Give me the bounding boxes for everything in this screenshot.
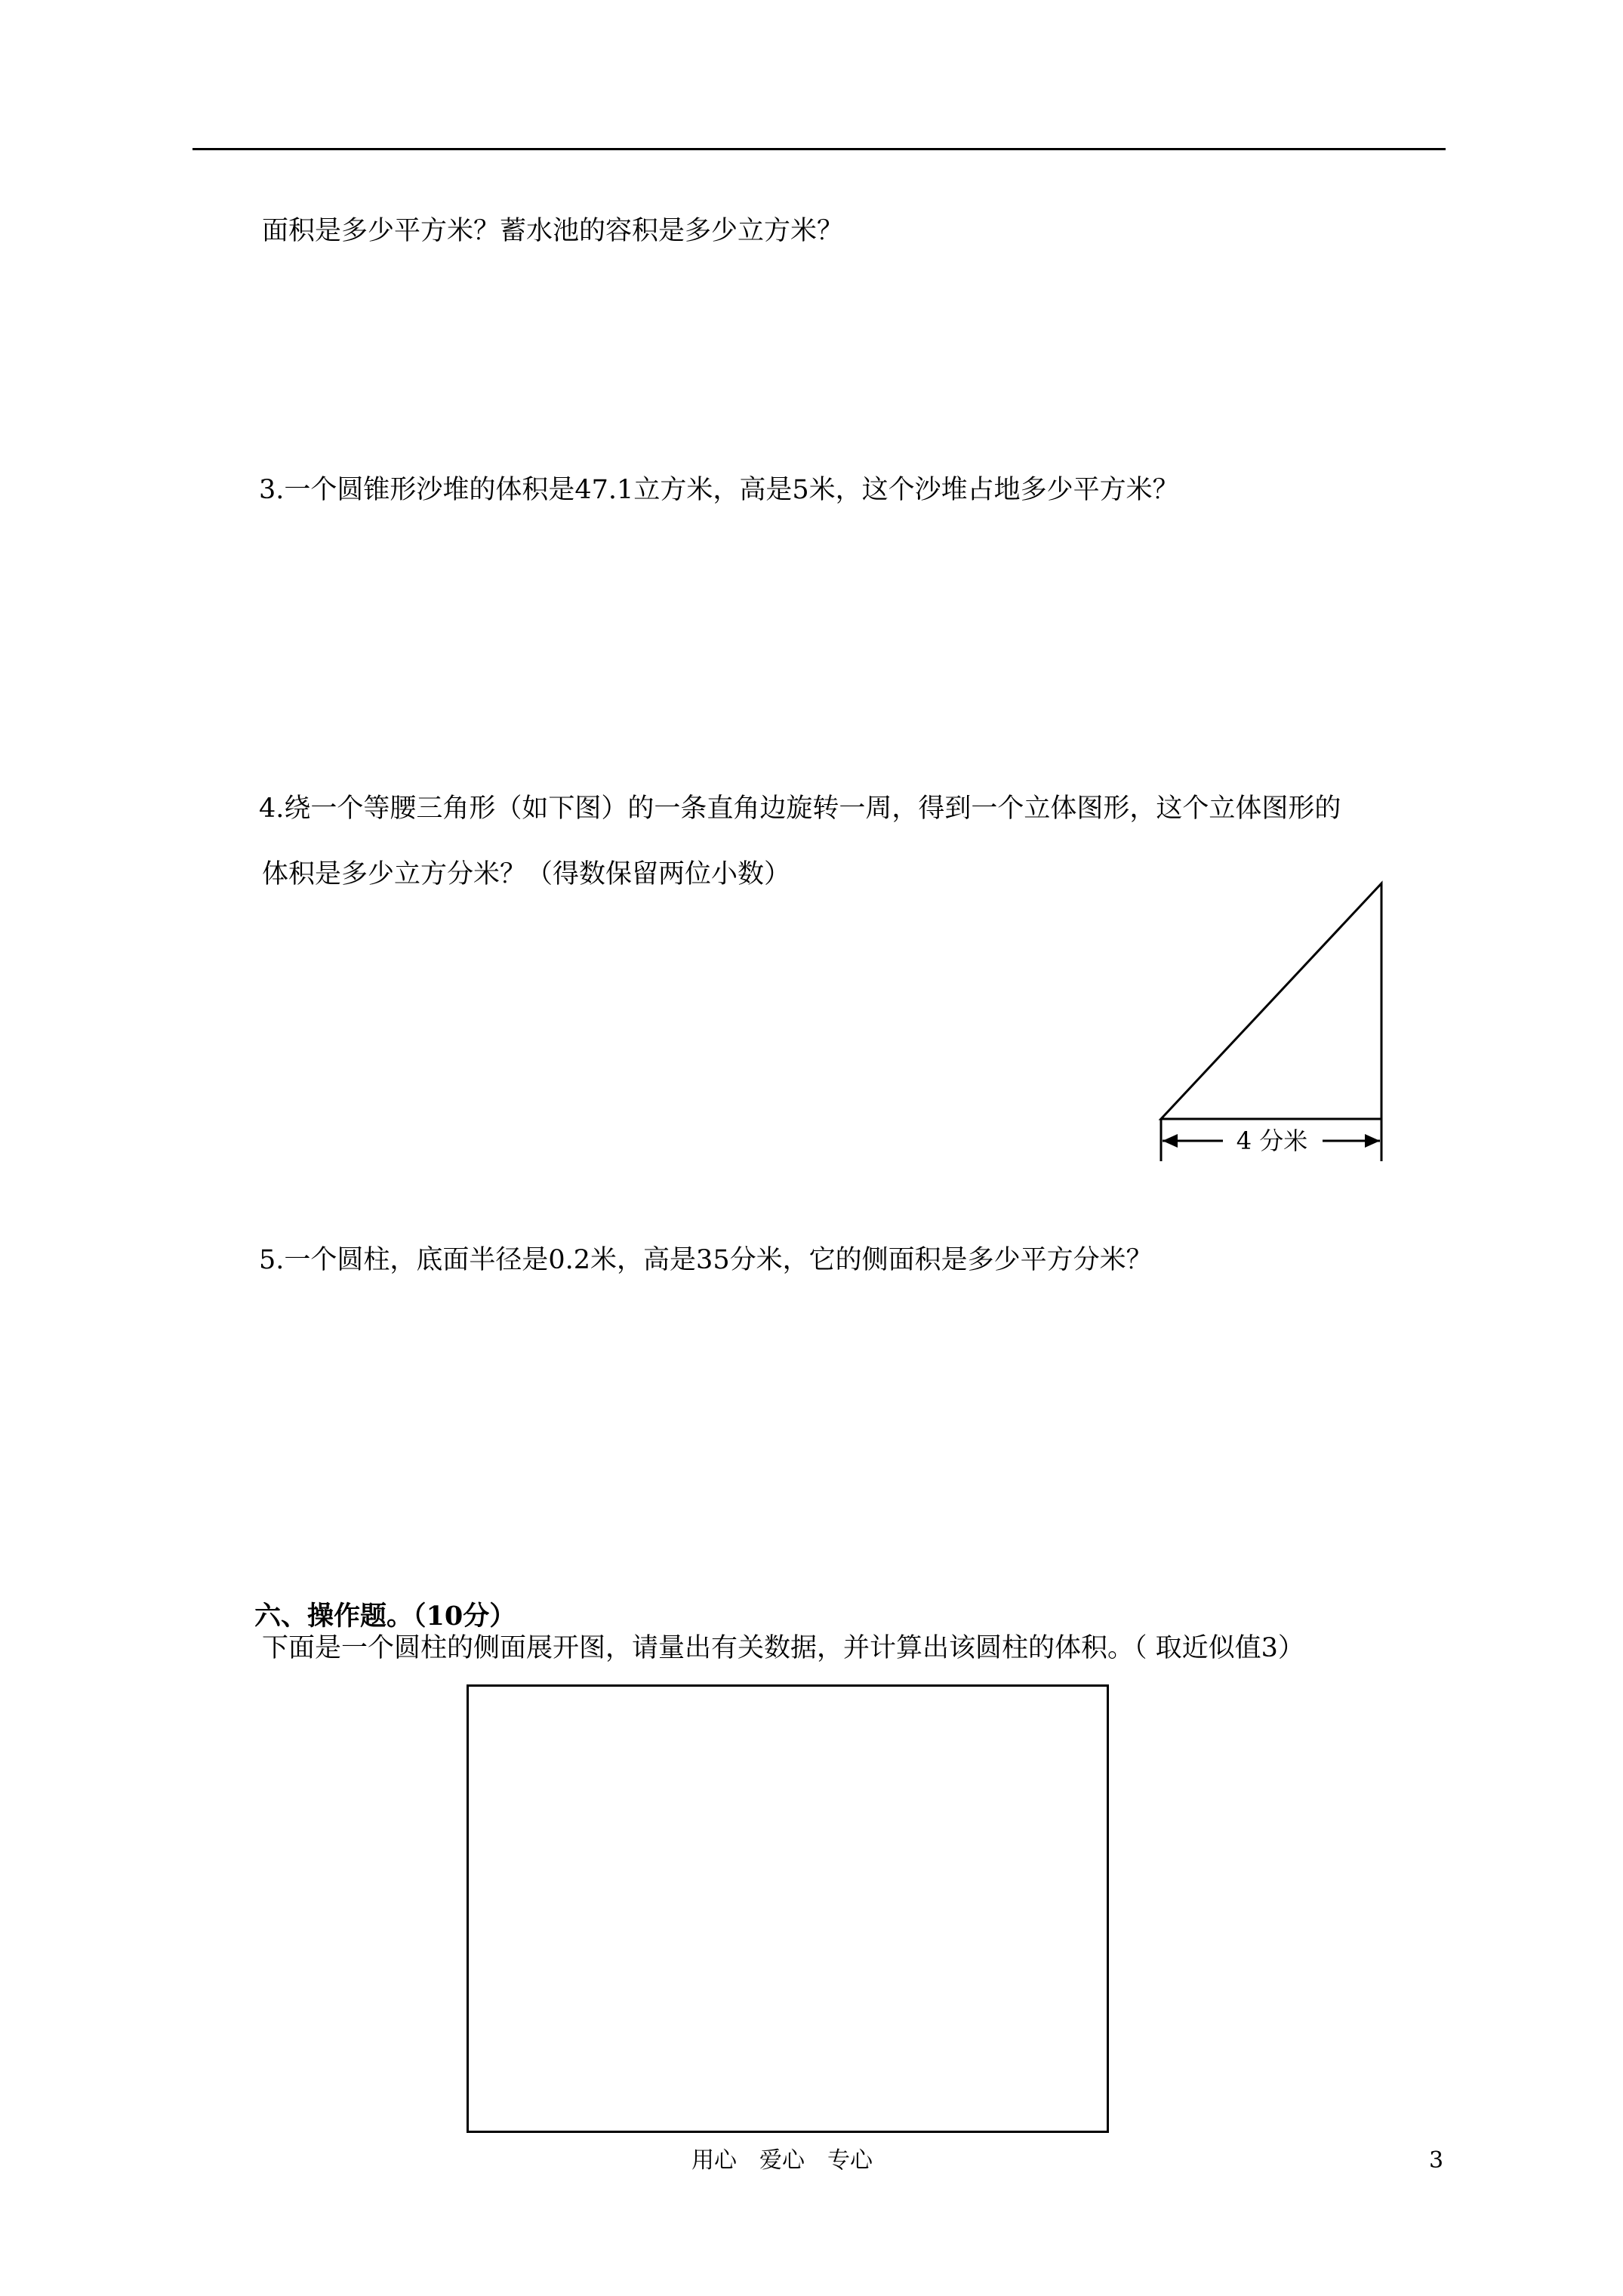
dimension-arrow-right [1365, 1134, 1380, 1148]
footer-motto: 用心 爱心 专心 [691, 2147, 873, 2174]
dimension-label: 4 分米 [1236, 1126, 1308, 1155]
section-6-instruction: 下面是一个圆柱的侧面展开图，请量出有关数据，并计算出该圆柱的体积。（ 取近似值3） [262, 1633, 1304, 1663]
question-3: 3.一个圆锥形沙堆的体积是47.1立方米，高是5米，这个沙堆占地多少平方米？ [259, 475, 1179, 505]
section-6-title: 六、操作题。（10分） [254, 1601, 516, 1632]
question-4-line-1: 4.绕一个等腰三角形（如下图）的一条直角边旋转一周，得到一个立体图形，这个立体图形的 [259, 794, 1341, 824]
question-4-line-2: 体积是多少立方分米？（得数保留两位小数） [262, 859, 791, 889]
question-2-continuation: 面积是多少平方米？蓄水池的容积是多少立方米？ [262, 216, 844, 246]
cylinder-net-rectangle [467, 1684, 1109, 2133]
header-rule [192, 148, 1446, 150]
right-triangle [1161, 883, 1381, 1119]
page-number: 3 [1429, 2147, 1444, 2174]
dimension-arrow-left [1163, 1134, 1178, 1148]
question-5: 5.一个圆柱，底面半径是0.2米，高是35分米，它的侧面积是多少平方分米？ [259, 1245, 1153, 1275]
triangle-figure [1147, 876, 1397, 1170]
